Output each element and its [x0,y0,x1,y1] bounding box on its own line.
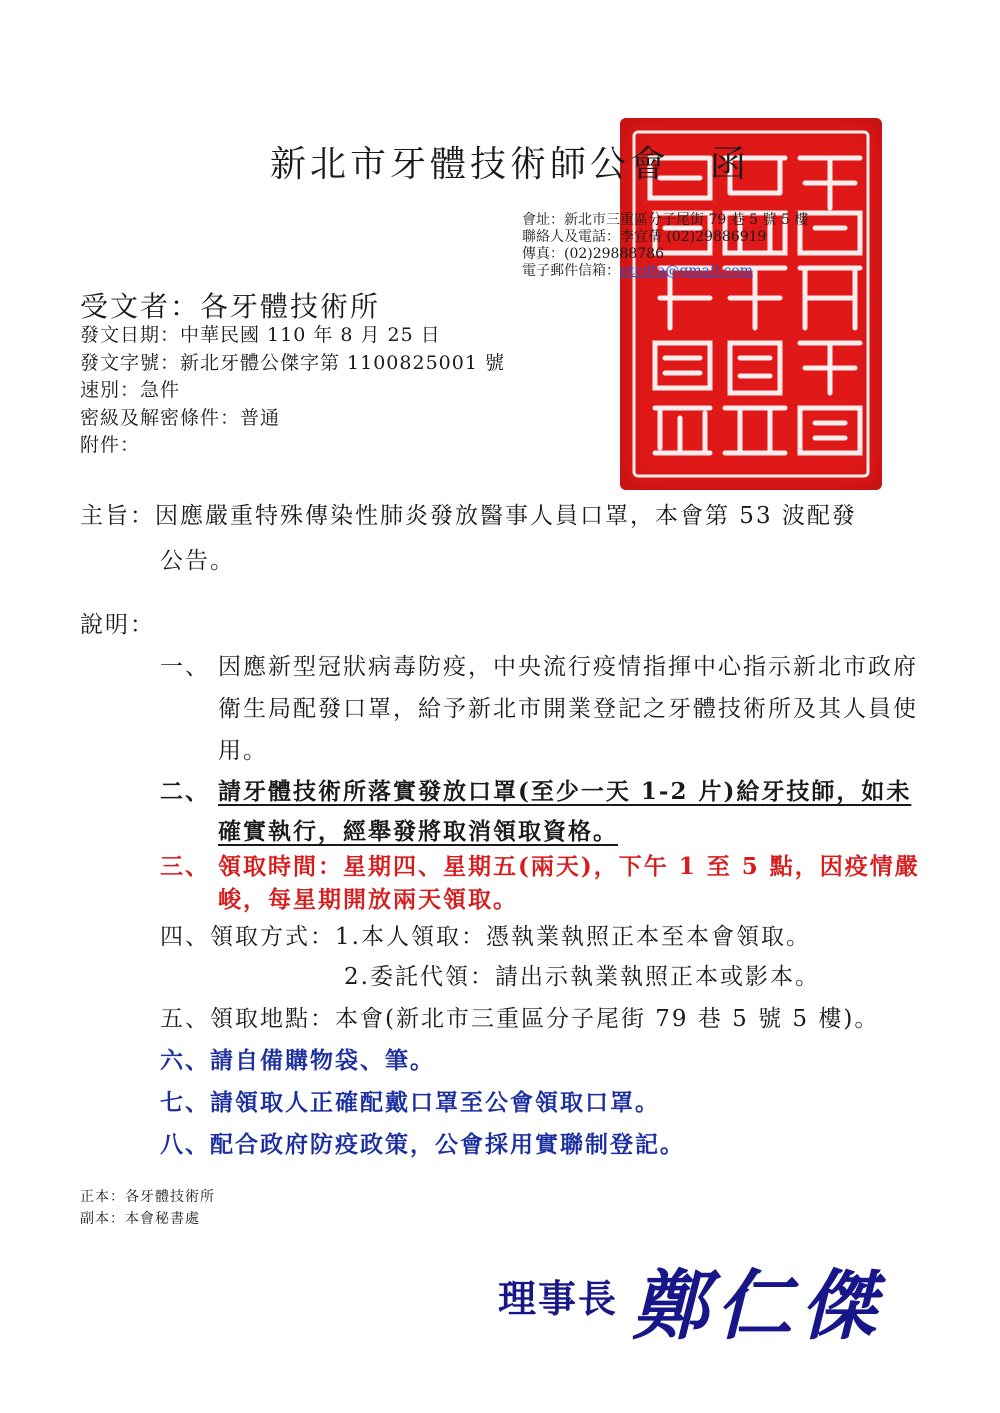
item-number: 二、 [160,778,210,805]
explain-item-4: 四、領取方式：1.本人領取：憑執業執照正本至本會領取。 [160,924,811,950]
item-number: 三、 [160,853,210,880]
copy-recipient: 副本：本會秘書處 [80,1211,200,1227]
explain-item-3 [160,850,930,916]
contact-phone: 聯絡人及電話：李宜蒨 (02)29886919 [522,229,767,245]
explain-item-7: 七、請領取人正確配戴口罩至公會領取口罩。 [160,1089,660,1116]
explain-item-4-sub: 2.委託代領：請出示執業執照正本或影本。 [344,964,820,990]
speed-class: 速別：急件 [80,379,181,401]
subject [80,494,910,584]
attachment: 附件： [80,434,141,456]
subject-line1: 因應嚴重特殊傳染性肺炎發放醫事人員口罩，本會第 53 波配發 [155,503,857,529]
item-text: 領取時間：星期四、星期五(兩天)，下午 1 至 5 點，因疫情嚴峻，每星期開放兩天領取。 [218,853,920,913]
item-text: 因應新型冠狀病毒防疫，中央流行疫情指揮中心指示新北市政府衛生局配發口罩，給予新北市開業登記之牙體技術所及其人員使用。 [218,654,918,764]
explain-item-1 [160,646,930,772]
document-title: 新北市牙體技術師公會 函 [270,144,751,185]
signature-title: 理事長 [498,1276,619,1321]
email-link[interactable]: ntcdta@gmail.com [620,263,753,279]
fax: 傳真：(02)29888786 [522,246,664,262]
document-meta [80,322,505,460]
document-number: 發文字號：新北牙體公傑字第 1100825001 號 [80,351,505,374]
item-text: 請牙體技術所落實發放口罩(至少一天 1-2 片)給牙技師，如未確實執行，經舉發將取消領取資格。 [218,778,912,845]
explain-item-8: 八、配合政府防疫政策，公會採用實聯制登記。 [160,1131,685,1158]
email-label: 電子郵件信箱： [522,263,620,279]
signature-name: 鄭仁傑 [632,1261,884,1350]
address: 會址：新北市三重區分子尾街 79 巷 5 號 5 樓 [522,212,809,228]
classification: 密級及解密條件：普通 [80,406,281,429]
subject-label: 主旨： [80,503,155,529]
subject-line2: 公告。 [160,548,235,574]
issue-date: 發文日期：中華民國 110 年 8 月 25 日 [80,324,441,346]
explain-item-6: 六、請自備購物袋、筆。 [160,1047,435,1074]
explain-item-5: 五、領取地點：本會(新北市三重區分子尾街 79 巷 5 號 5 樓)。 [160,1006,880,1032]
email-line [522,263,808,280]
contact-block [522,212,808,280]
recipient: 受文者：各牙體技術所 [80,290,381,323]
explain-item-2 [160,772,930,852]
item-number: 一、 [160,654,210,680]
copies-block [80,1186,215,1230]
original-recipient: 正本：各牙體技術所 [80,1189,215,1205]
explain-label: 說明： [80,612,155,638]
